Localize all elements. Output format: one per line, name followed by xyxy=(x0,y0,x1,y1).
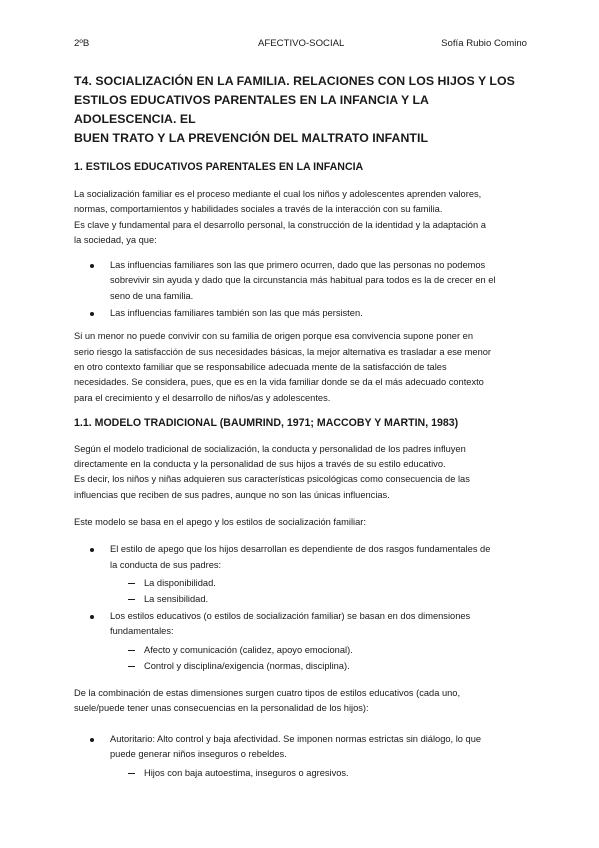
bullet-list xyxy=(74,542,527,673)
paragraph xyxy=(74,686,527,717)
sub-list-item xyxy=(74,658,527,674)
text-line: para el crecimiento y el desarrollo de niños/as y adolescentes. xyxy=(74,392,331,403)
list-item xyxy=(74,609,527,674)
header-class: 2ºB xyxy=(74,38,90,49)
dash-icon xyxy=(128,650,135,651)
title-line: BUEN TRATO Y LA PREVENCIÓN DEL MALTRATO INFANTIL xyxy=(74,131,429,145)
list-item xyxy=(74,732,527,781)
text-line: puede generar niños inseguros o rebeldes. xyxy=(110,749,287,760)
sub-list xyxy=(74,765,527,781)
text-line: Autoritario: Alto control y baja afectividad. Se imponen normas estrictas sin diálogo, lo que xyxy=(110,734,482,745)
page-header xyxy=(74,38,527,52)
sub-item-text: Afecto y comunicación (calidez, apoyo emocional). xyxy=(144,644,353,655)
sub-item-text: Hijos con baja autoestima, inseguros o agresivos. xyxy=(144,767,349,778)
text-line: la sociedad, ya que: xyxy=(74,234,157,245)
paragraph: Este modelo se basa en el apego y los estilos de socialización familiar: xyxy=(74,517,366,528)
bullet-icon xyxy=(90,548,94,552)
text-line: Es decir, los niños y niñas adquieren sus características psicológicas como consecuencia de las xyxy=(74,474,470,485)
list-item xyxy=(74,306,527,321)
bullet-icon xyxy=(90,738,94,742)
text-line: Las influencias familiares son las que primero ocurren, dado que las personas no podemos xyxy=(110,260,486,271)
text-line: suele/puede tener unas consecuencias en la personalidad de los hijos): xyxy=(74,702,369,713)
sub-item-text: Control y disciplina/exigencia (normas, disciplina). xyxy=(144,660,350,671)
text-line: en otro contexto familiar que se responsabilice adecuada mente de la satisfacción de tales xyxy=(74,361,447,372)
text-line: La socialización familiar es el proceso mediante el cual los niños y adolescentes aprenden valores, xyxy=(74,189,482,199)
text-line: directamente en la conducta y la personalidad de sus hijos a través de su estilo educativo. xyxy=(74,459,446,470)
sub-list-item xyxy=(74,575,527,591)
header-author: Sofía Rubio Comino xyxy=(441,38,527,49)
dash-icon xyxy=(128,773,135,774)
sub-list-item xyxy=(74,765,527,781)
document-title xyxy=(74,72,527,148)
bullet-icon xyxy=(90,615,94,619)
bullet-icon xyxy=(90,312,94,316)
header-subject: AFECTIVO-SOCIAL xyxy=(258,38,345,49)
paragraph xyxy=(74,187,527,248)
dash-icon xyxy=(128,666,135,667)
document-body xyxy=(74,72,527,781)
section-heading: 1.1. MODELO TRADICIONAL (BAUMRIND, 1971; MACCOBY Y MARTIN, 1983) xyxy=(74,416,459,429)
sub-item-text: La disponibilidad. xyxy=(144,577,216,588)
sub-list-item xyxy=(74,591,527,607)
text-line: El estilo de apego que los hijos desarrollan es dependiente de dos rasgos fundamentales de xyxy=(110,544,491,555)
dash-icon xyxy=(128,599,135,600)
text-line: Si un menor no puede convivir con su familia de origen porque esa convivencia supone poner en xyxy=(74,331,473,342)
text-line: necesidades. Se considera, pues, que es en la vida familiar donde se da el más adecuado contexto xyxy=(74,377,484,388)
sub-list xyxy=(74,642,527,674)
bullet-icon xyxy=(90,264,94,268)
text-line: Las influencias familiares también son las que más persisten. xyxy=(110,308,363,319)
paragraph xyxy=(74,329,527,405)
sub-list xyxy=(74,575,527,607)
text-line: Los estilos educativos (o estilos de socialización familiar) se basan en dos dimensiones xyxy=(110,610,471,621)
text-line: influencias que reciben de sus padres, aunque no son las únicas influencias. xyxy=(74,489,390,500)
dash-icon xyxy=(128,583,135,584)
title-line: ESTILOS EDUCATIVOS PARENTALES EN LA INFANCIA Y LA ADOLESCENCIA. EL xyxy=(74,93,429,126)
text-line: seno de una familia. xyxy=(110,290,194,301)
sub-item-text: La sensibilidad. xyxy=(144,593,209,604)
text-line: normas, comportamientos y habilidades sociales a través de la interacción con su familia. xyxy=(74,204,443,215)
text-line: Según el modelo tradicional de socialización, la conducta y personalidad de los padres influyen xyxy=(74,443,466,454)
paragraph xyxy=(74,442,527,503)
text-line: sobrevivir sin ayuda y dado que la circunstancia más habitual para todos es la de crecer en el xyxy=(110,275,496,286)
list-item xyxy=(74,258,527,304)
list-item xyxy=(74,542,527,607)
text-line: Es clave y fundamental para el desarrollo personal, la construcción de la identidad y la adaptación a xyxy=(74,219,486,230)
text-line: De la combinación de estas dimensiones surgen cuatro tipos de estilos educativos (cada uno, xyxy=(74,687,461,698)
title-line: T4. SOCIALIZACIÓN EN LA FAMILIA. RELACIONES CON LOS HIJOS Y LOS xyxy=(74,74,515,88)
sub-list-item xyxy=(74,642,527,658)
bullet-list xyxy=(74,732,527,781)
section-heading: 1. ESTILOS EDUCATIVOS PARENTALES EN LA INFANCIA xyxy=(74,161,364,173)
text-line: serio riesgo la satisfacción de sus necesidades básicas, la mejor alternativa es trasladar a ese menor xyxy=(74,346,492,357)
text-line: fundamentales: xyxy=(110,626,174,637)
text-line: la conducta de sus padres: xyxy=(110,559,222,570)
bullet-list xyxy=(74,258,527,321)
